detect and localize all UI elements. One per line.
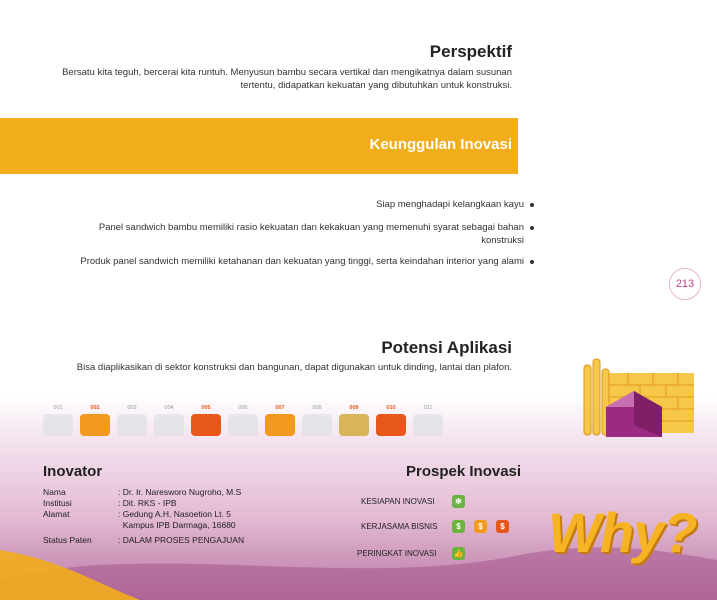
inovator-row xyxy=(43,498,278,509)
inovator-key: Alamat xyxy=(43,509,70,519)
keunggulan-title: Keunggulan Inovasi xyxy=(369,136,512,153)
innovation-category-item xyxy=(373,405,409,445)
category-number: 009 xyxy=(349,405,359,411)
lab-icon xyxy=(191,414,221,436)
money-bag-icon: $ xyxy=(496,520,509,533)
industry-icon xyxy=(413,414,443,436)
innovation-category-item xyxy=(262,405,298,445)
innovation-category-item xyxy=(299,405,335,445)
field-icon xyxy=(265,414,295,436)
prospek-label-kerjasama: KERJASAMA BISNIS xyxy=(361,522,438,531)
category-number: 006 xyxy=(238,405,248,411)
innovation-category-item xyxy=(410,405,446,445)
inovator-value: Kampus IPB Darmaga, 16680 xyxy=(118,520,236,530)
money-bag-icon: $ xyxy=(452,520,465,533)
innovation-category-item xyxy=(188,405,224,445)
innovation-category-item xyxy=(114,405,150,445)
magnifier-icon xyxy=(228,414,258,436)
handshake-icon xyxy=(302,414,332,436)
bamboo-house-icon xyxy=(578,355,698,445)
inovator-row xyxy=(43,520,278,531)
food-icon xyxy=(339,414,369,436)
documents-icon xyxy=(117,414,147,436)
innovation-category-item xyxy=(151,405,187,445)
category-number: 005 xyxy=(201,405,211,411)
inovator-key: Status Paten xyxy=(43,535,92,545)
inovator-title: Inovator xyxy=(43,463,103,480)
gear-icon: ✻ xyxy=(452,495,465,508)
potensi-text: Bisa diaplikasikan di sektor konstruksi dan bangunan, dapat digunakan untuk dinding, lantai dan plafon. xyxy=(76,362,512,373)
page-number: 213 xyxy=(669,268,701,300)
category-number: 011 xyxy=(423,405,433,411)
category-number: 001 xyxy=(53,405,63,411)
category-number: 004 xyxy=(164,405,174,411)
category-number: 003 xyxy=(127,405,137,411)
bullet-icon xyxy=(530,203,534,207)
prospek-label-peringkat: PERINGKAT INOVASI xyxy=(357,549,437,558)
perspektif-title: Perspektif xyxy=(429,42,512,61)
money-bag-icon: $ xyxy=(474,520,487,533)
thumbs-up-icon: 👍 xyxy=(453,549,464,558)
inovator-value: : Dr. Ir. Naresworo Nugroho, M.S xyxy=(118,487,242,497)
advantage-text: Panel sandwich bambu memiliki rasio kekuatan dan kekakuan yang memenuhi syarat sebagai bahan konstruksi xyxy=(98,222,524,246)
innovation-category-item xyxy=(40,405,76,445)
prospek-title: Prospek Inovasi xyxy=(406,463,522,480)
inovator-table xyxy=(43,487,278,546)
inovator-value: : Gedung A.H. Nasoetion Lt. 5 xyxy=(118,509,231,519)
syringe-icon xyxy=(154,414,184,436)
why-logo: Why? xyxy=(548,501,697,564)
category-number: 007 xyxy=(275,405,285,411)
innovation-category-item xyxy=(225,405,261,445)
advantage-text: Siap menghadapi kelangkaan kayu xyxy=(376,199,524,210)
bullet-icon xyxy=(530,226,534,230)
gears-icon xyxy=(80,414,110,436)
category-number: 010 xyxy=(386,405,396,411)
perspektif-text: Bersatu kita teguh, bercerai kita runtuh. Menyusun bambu secara vertikal dan mengikatnya dalam susunan tertentu, didapatkan kekuatan yang dibutuhkan untuk konstruksi. xyxy=(62,67,512,91)
advantage-text: Produk panel sandwich memiliki ketahanan dan kekuatan yang tinggi, serta keindahan interior yang alami xyxy=(80,256,524,267)
inovator-row xyxy=(43,487,278,498)
bullet-icon xyxy=(530,260,534,264)
inovator-key: Nama xyxy=(43,487,66,497)
inovator-value: : DALAM PROSES PENGAJUAN xyxy=(118,535,245,545)
advantage-item xyxy=(54,222,524,247)
potensi-title: Potensi Aplikasi xyxy=(381,338,512,357)
inovator-key: Institusi xyxy=(43,498,72,508)
prospek-label-kesiapan: KESIAPAN INOVASI xyxy=(361,497,435,506)
innovation-category-item xyxy=(336,405,372,445)
recycle-icon xyxy=(376,414,406,436)
inovator-row xyxy=(43,509,278,520)
advantage-item xyxy=(54,199,524,212)
advantage-item xyxy=(54,256,524,269)
biotech-icon xyxy=(43,414,73,436)
innovation-category-item xyxy=(77,405,113,445)
inovator-value: : Dit. RKS - IPB xyxy=(118,498,177,508)
category-number: 002 xyxy=(90,405,100,411)
inovator-row xyxy=(43,535,278,546)
category-number: 008 xyxy=(312,405,322,411)
inovator-key xyxy=(43,520,118,531)
